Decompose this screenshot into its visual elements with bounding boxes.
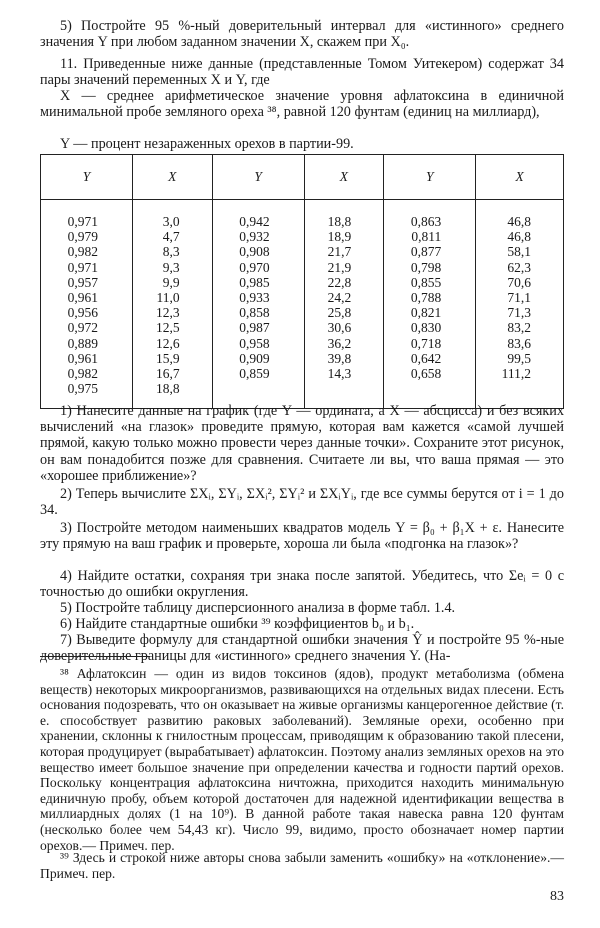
col-header-x2: X: [304, 155, 384, 200]
table-cell: 39,8: [327, 350, 352, 366]
table-cell: 0,961: [67, 290, 98, 306]
table-cell: 0,877: [410, 244, 442, 260]
table-cell: 8,3: [162, 244, 180, 260]
table-cell: 14,3: [327, 366, 352, 382]
table-cell: 46,8: [507, 214, 531, 229]
table-cell: 0,798: [410, 259, 442, 275]
table-cell: 24,2: [327, 290, 352, 306]
table-cell: 9,3: [162, 259, 180, 275]
col-header-x3: X: [476, 155, 564, 200]
col-x1: [132, 200, 212, 409]
table-cell: 0,830: [410, 320, 442, 336]
task-1: 1) Нанесите данные на график (где Y — ордината, а X — абсцисса) и без всяких вычислений «на глазок» проведите прямую, которая вам кажется «самой лучшей прямой, какую только можно провести через данные точки». Сохраните этот рисунок, он вам понадобится позже для сравнения. Считаете ли вы, что ваша прямая — это «хорошее приближение»?: [40, 403, 564, 484]
table-cell: 4,7: [162, 229, 180, 245]
table-cell: 30,6: [327, 320, 352, 336]
table-cell: 71,3: [507, 305, 531, 321]
table-cell: 58,1: [507, 244, 531, 260]
col-y3: [384, 200, 476, 409]
variable-y-definition: Y — процент незараженных орехов в партии-99.: [60, 136, 354, 152]
table-cell: 15,9: [156, 350, 180, 366]
table-cell: 0,971: [67, 214, 98, 229]
table-cell: 12,3: [156, 305, 180, 321]
table-cell: 0,932: [239, 229, 270, 245]
footnote-38: ³⁸ Афлатоксин — один из видов токсинов (ядов), продукт метаболизма (обмена веществ) некоторых микроорганизмов, развивающихся на отдельных видах плесени. Есть основания подозревать, что он оказывает на живые организмы канцерогенное действие (т. е. способствует развитию раковых заболеваний). Земляные орехи, особенно при хранении, склонны к гнилостным процессам, приводящим к образованию такой плесени, которая продуцирует (вырабатывает) афлатоксин. Поэтому анализ земляных орехов на это вещество имеет большое значение при определении качества и годности партий орехов. Поскольку концентрация афлатоксина ничтожна, приходится находить минимальную единичную пробу, объем которой достаточен для надежной идентификации вещества в миллиардных долях (1 на 10⁹). В данной работе такая навеска равна 120 фунтам (несколько более чем 54,43 кг). Число 99, видимо, просто обозначает номер партии орехов.— Примеч. пер.: [40, 666, 564, 853]
table-cell: 0,855: [410, 274, 442, 290]
table-cell: 0,909: [239, 350, 270, 366]
task-7: 7) Выведите формулу для стандартной ошибки значения Ŷ и постройте 95 %-ные доверительные границы для «истинного» среднего значения Y. (На-: [40, 632, 564, 665]
table-cell: 70,6: [507, 274, 531, 290]
variable-x-definition: X — среднее арифметическое значение уровня афлатоксина в единичной минимальной пробе земляного ореха ³⁸, равной 120 фунтам (единиц на миллиард),: [40, 88, 564, 121]
table-cell: 0,961: [67, 350, 98, 366]
table-cell: 18,8: [156, 381, 180, 397]
table-body-row: [41, 200, 564, 409]
table-cell: 0,979: [67, 229, 98, 245]
task-3: 3) Постройте методом наименьших квадратов модель Y = β₀ + β₁X + ε. Нанесите эту прямую на ваш график и проверьте, хороша ли была «подгонка на глазок»?: [40, 520, 564, 553]
table-cell: 25,8: [327, 305, 352, 321]
col-header-y2: Y: [212, 155, 304, 200]
exercise-item-5: 5) Постройте 95 %-ный доверительный интервал для «истинного» среднего значения Y при любом заданном значении X, скажем при X₀.: [40, 18, 564, 51]
table-cell: 0,982: [67, 244, 98, 260]
table-cell: 71,1: [507, 290, 531, 306]
table-cell: 0,642: [410, 350, 442, 366]
table-cell: 9,9: [162, 274, 180, 290]
table-cell: 0,858: [239, 305, 270, 321]
table-cell: 0,889: [67, 335, 98, 351]
table-cell: 0,987: [239, 320, 270, 336]
page-number: 83: [550, 889, 564, 904]
table-cell: 99,5: [507, 350, 531, 366]
table-cell: 0,658: [410, 366, 442, 382]
table-cell: 12,5: [156, 320, 180, 336]
data-table: [40, 154, 564, 409]
table-cell: 0,863: [410, 214, 442, 229]
footnote-39: ³⁹ Здесь и строкой ниже авторы снова забыли заменить «ошибку» на «отклонение».— Примеч. пер.: [40, 850, 564, 881]
table-cell: 0,957: [67, 274, 98, 290]
table-cell: 36,2: [327, 335, 352, 351]
table-header-row: [41, 155, 564, 200]
table-cell: 3,0: [162, 214, 180, 229]
table-cell: 83,6: [507, 335, 531, 351]
table-cell: 0,985: [239, 274, 270, 290]
table-cell: 21,9: [327, 259, 352, 275]
col-y1: [41, 200, 133, 409]
exercise-11-intro: 11. Приведенные ниже данные (представленные Томом Уитекером) содержат 34 пары значений переменных X и Y, где: [40, 56, 564, 89]
table-cell: 0,975: [67, 381, 98, 397]
table-cell: 0,908: [239, 244, 270, 260]
table-cell: 0,942: [239, 214, 270, 229]
task-5: 5) Постройте таблицу дисперсионного анализа в форме табл. 1.4.: [60, 600, 456, 616]
col-header-y3: Y: [384, 155, 476, 200]
table-cell: 0,811: [411, 229, 442, 245]
table-cell: 0,718: [410, 335, 442, 351]
table-cell: 21,7: [327, 244, 352, 260]
col-header-y1: Y: [41, 155, 133, 200]
table-cell: 16,7: [156, 366, 180, 382]
col-x2: [304, 200, 384, 409]
table-cell: 111,2: [501, 366, 531, 382]
table-cell: 0,956: [67, 305, 98, 321]
col-y2: [212, 200, 304, 409]
table-cell: 0,788: [410, 290, 442, 306]
table-cell: 0,972: [67, 320, 98, 336]
col-header-x1: X: [132, 155, 212, 200]
col-x3: [476, 200, 564, 409]
table-cell: 11,0: [156, 290, 180, 306]
table-cell: 0,982: [67, 366, 98, 382]
table-cell: 12,6: [156, 335, 180, 351]
task-2: 2) Теперь вычислите ΣXᵢ, ΣYᵢ, ΣXᵢ², ΣYᵢ² и ΣXᵢYᵢ, где все суммы берутся от i = 1 до 34.: [40, 486, 564, 519]
table-cell: 0,933: [239, 290, 270, 306]
table-cell: 0,821: [410, 305, 442, 321]
table-cell: 83,2: [507, 320, 531, 336]
table-cell: 0,958: [239, 335, 270, 351]
table-cell: 0,859: [239, 366, 270, 382]
table-cell: 18,8: [327, 214, 352, 229]
table-cell: 46,8: [507, 229, 531, 245]
table-cell: 0,971: [67, 259, 98, 275]
task-6: 6) Найдите стандартные ошибки ³⁹ коэффициентов b₀ и b₁.: [60, 616, 415, 632]
table-cell: 18,9: [327, 229, 352, 245]
task-4: 4) Найдите остатки, сохраняя три знака после запятой. Убедитесь, что Σeᵢ = 0 с точностью до ошибки округления.: [40, 568, 564, 601]
table-cell: 22,8: [327, 274, 352, 290]
footnote-divider: [40, 656, 150, 657]
table-cell: 62,3: [507, 259, 531, 275]
table-cell: 0,970: [239, 259, 270, 275]
